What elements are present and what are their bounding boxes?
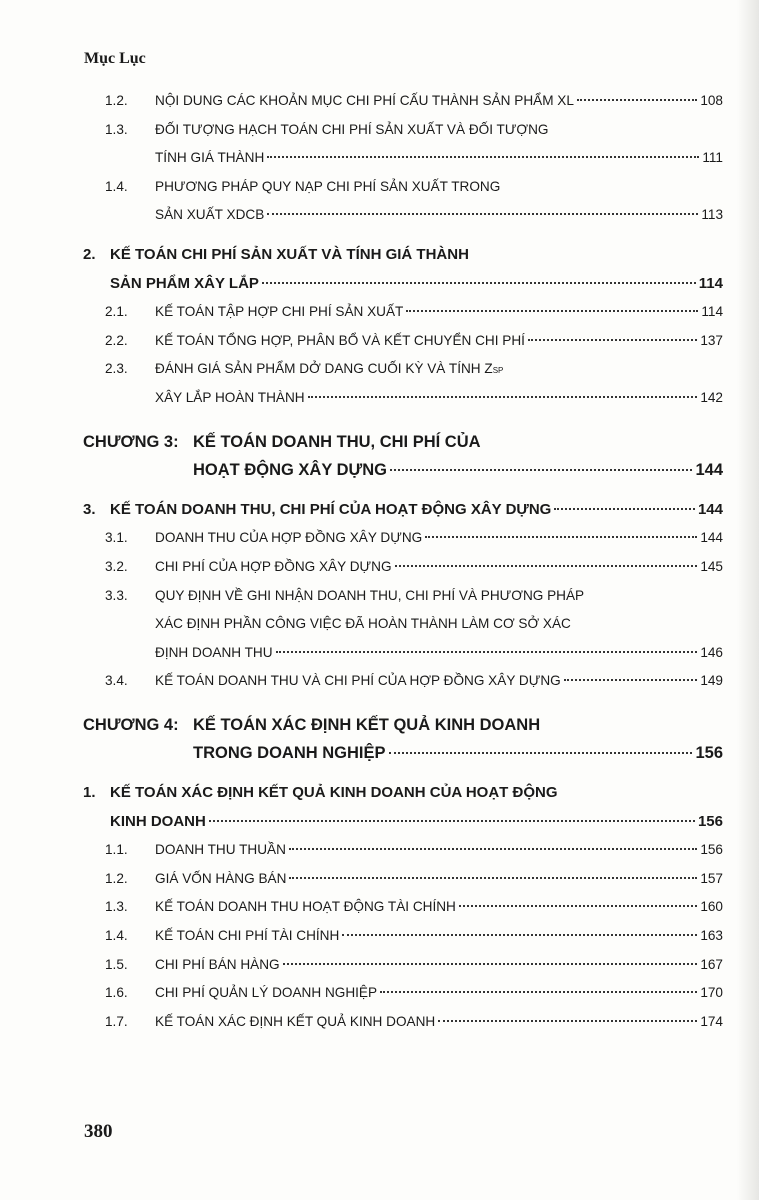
toc-line bbox=[83, 144, 723, 173]
toc-line bbox=[83, 779, 723, 808]
entry-page: 156 bbox=[700, 842, 723, 858]
entry-title: KẾ TOÁN TẬP HỢP CHI PHÍ SẢN XUẤT bbox=[155, 304, 404, 320]
entry-page: 113 bbox=[701, 207, 723, 223]
entry-title: GIÁ VỐN HÀNG BÁN bbox=[155, 870, 287, 886]
toc-line bbox=[83, 173, 723, 202]
entry-subscript: SP bbox=[492, 366, 504, 376]
entry-page: 144 bbox=[695, 461, 723, 480]
toc-line bbox=[83, 298, 723, 327]
entry-title: CHI PHÍ BÁN HÀNG bbox=[155, 956, 280, 972]
entry-title: ĐÁNH GIÁ SẢN PHẨM DỞ DANG CUỐI KỲ VÀ TÍNH Z bbox=[155, 361, 493, 377]
leader-dots bbox=[380, 991, 697, 993]
entry-number: 1.4. bbox=[105, 178, 128, 194]
entry-number: 1.2. bbox=[105, 93, 128, 108]
entry-page: 157 bbox=[700, 870, 723, 886]
entry-title: XÂY LẮP HOÀN THÀNH bbox=[155, 389, 305, 405]
subsection-entry bbox=[83, 865, 723, 894]
toc-line bbox=[83, 496, 723, 525]
leader-dots bbox=[342, 934, 697, 936]
entry-page: 156 bbox=[695, 744, 723, 763]
leader-dots bbox=[308, 396, 698, 398]
entry-title: KẾ TOÁN CHI PHÍ TÀI CHÍNH bbox=[155, 928, 340, 944]
toc-line bbox=[83, 711, 723, 740]
entry-number: 2.1. bbox=[105, 304, 128, 320]
toc-line bbox=[83, 428, 723, 457]
leader-dots bbox=[564, 679, 698, 681]
entry-title: KẾ TOÁN DOANH THU, CHI PHÍ CỦA HOẠT ĐỘNG XÂY DỰNG bbox=[110, 500, 552, 518]
entry-title: KẾ TOÁN TỔNG HỢP, PHÂN BỔ VÀ KẾT CHUYỂN CHI PHÍ bbox=[155, 332, 525, 348]
entry-number: 1.5. bbox=[105, 956, 128, 972]
entry-number: 2.2. bbox=[105, 332, 128, 348]
toc-line bbox=[83, 979, 723, 1008]
entry-title: NỘI DUNG CÁC KHOẢN MỤC CHI PHÍ CẤU THÀNH SẢN PHẨM XL bbox=[155, 93, 574, 108]
toc-line bbox=[83, 582, 723, 611]
entry-title: KẾ TOÁN DOANH THU, CHI PHÍ CỦA bbox=[193, 432, 481, 451]
leader-dots bbox=[209, 820, 695, 822]
subsection-entry bbox=[83, 87, 723, 116]
entry-number: CHƯƠNG 4: bbox=[83, 715, 179, 734]
leader-dots bbox=[554, 508, 695, 510]
entry-title: SẢN XUẤT XDCB bbox=[155, 207, 265, 223]
entry-page: 142 bbox=[700, 389, 723, 405]
subsection-entry bbox=[83, 1008, 723, 1037]
page-number: 380 bbox=[84, 1121, 113, 1142]
entry-title: PHƯƠNG PHÁP QUY NẠP CHI PHÍ SẢN XUẤT TRONG bbox=[155, 178, 501, 194]
toc-line bbox=[83, 1008, 723, 1037]
toc-line bbox=[83, 456, 723, 485]
leader-dots bbox=[406, 310, 698, 312]
entry-title: DOANH THU CỦA HỢP ĐỒNG XÂY DỰNG bbox=[155, 530, 423, 546]
entry-page: 111 bbox=[702, 150, 723, 166]
entry-number: 1. bbox=[83, 784, 96, 802]
toc-line bbox=[83, 667, 723, 696]
subsection-entry bbox=[83, 979, 723, 1008]
entry-page: 160 bbox=[700, 899, 723, 915]
entry-page: 145 bbox=[700, 558, 723, 574]
chapter-entry bbox=[83, 428, 723, 485]
toc-line bbox=[83, 87, 723, 116]
leader-dots bbox=[283, 963, 698, 965]
subsection-entry bbox=[83, 327, 723, 356]
entry-number: 1.6. bbox=[105, 985, 128, 1001]
leader-dots bbox=[577, 99, 697, 101]
entry-number: 2. bbox=[83, 245, 96, 263]
entry-page: 163 bbox=[700, 928, 723, 944]
toc-line bbox=[83, 808, 723, 837]
entry-number: 2.3. bbox=[105, 361, 128, 377]
leader-dots bbox=[395, 565, 698, 567]
subsection-entry bbox=[83, 893, 723, 922]
entry-number: 1.4. bbox=[105, 928, 128, 944]
toc-line bbox=[83, 327, 723, 356]
entry-title: KẾ TOÁN XÁC ĐỊNH KẾT QUẢ KINH DOANH bbox=[155, 1013, 436, 1029]
leader-dots bbox=[289, 848, 697, 850]
toc-line bbox=[83, 270, 723, 299]
entry-title: KẾ TOÁN XÁC ĐỊNH KẾT QUẢ KINH DOANH CỦA HOẠT ĐỘNG bbox=[110, 784, 558, 802]
entry-title: KẾ TOÁN DOANH THU VÀ CHI PHÍ CỦA HỢP ĐỒNG XÂY DỰNG bbox=[155, 673, 561, 689]
entry-title: KẾ TOÁN XÁC ĐỊNH KẾT QUẢ KINH DOANH bbox=[193, 715, 541, 734]
entry-page: 114 bbox=[701, 304, 723, 320]
leader-dots bbox=[262, 282, 696, 284]
page-edge-shadow bbox=[737, 0, 759, 1200]
section-entry bbox=[83, 779, 723, 836]
toc-line bbox=[83, 116, 723, 145]
subsection-entry bbox=[83, 836, 723, 865]
entry-page: 137 bbox=[700, 332, 723, 348]
entry-page: 149 bbox=[700, 673, 723, 689]
entry-number: 3.2. bbox=[105, 558, 128, 574]
entry-number: 1.2. bbox=[105, 870, 128, 886]
entry-title: ĐỐI TƯỢNG HẠCH TOÁN CHI PHÍ SẢN XUẤT VÀ ĐỐI TƯỢNG bbox=[155, 121, 549, 137]
leader-dots bbox=[267, 156, 699, 158]
toc-line bbox=[83, 836, 723, 865]
entry-number: 1.1. bbox=[105, 842, 128, 858]
chapter-entry bbox=[83, 711, 723, 768]
subsection-entry bbox=[83, 355, 723, 412]
subsection-entry bbox=[83, 922, 723, 951]
leader-dots bbox=[528, 339, 697, 341]
entry-title: QUY ĐỊNH VỀ GHI NHẬN DOANH THU, CHI PHÍ VÀ PHƯƠNG PHÁP bbox=[155, 587, 585, 603]
toc-line bbox=[83, 865, 723, 894]
subsection-entry bbox=[83, 667, 723, 696]
entry-number: CHƯƠNG 3: bbox=[83, 432, 179, 451]
subsection-entry bbox=[83, 116, 723, 173]
toc-line bbox=[83, 241, 723, 270]
entry-number: 3.1. bbox=[105, 530, 128, 546]
section-entry bbox=[83, 496, 723, 525]
entry-page: 156 bbox=[697, 812, 723, 830]
entry-number: 3.3. bbox=[105, 587, 128, 603]
entry-number: 1.7. bbox=[105, 1013, 128, 1029]
entry-title: KẾ TOÁN CHI PHÍ SẢN XUẤT VÀ TÍNH GIÁ THÀNH bbox=[110, 245, 469, 263]
toc-line bbox=[83, 553, 723, 582]
toc-line bbox=[83, 201, 723, 230]
entry-title: XÁC ĐỊNH PHẦN CÔNG VIỆC ĐÃ HOÀN THÀNH LÀM CƠ SỞ XÁC bbox=[155, 616, 571, 632]
toc-line bbox=[83, 739, 723, 768]
entry-title: ĐỊNH DOANH THU bbox=[155, 644, 273, 660]
leader-dots bbox=[425, 536, 697, 538]
entry-title: KẾ TOÁN DOANH THU HOẠT ĐỘNG TÀI CHÍNH bbox=[155, 899, 456, 915]
entry-title: KINH DOANH bbox=[110, 812, 206, 830]
toc-line bbox=[83, 355, 723, 384]
entry-number: 3. bbox=[83, 500, 96, 518]
toc-line bbox=[83, 384, 723, 413]
toc-line bbox=[83, 524, 723, 553]
entry-title: TÍNH GIÁ THÀNH bbox=[155, 150, 265, 166]
entry-number: 1.3. bbox=[105, 899, 128, 915]
entry-page: 170 bbox=[700, 985, 723, 1001]
entry-page: 108 bbox=[700, 93, 723, 108]
entry-title: DOANH THU THUẦN bbox=[155, 842, 286, 858]
subsection-entry bbox=[83, 173, 723, 230]
leader-dots bbox=[267, 213, 698, 215]
toc-line bbox=[83, 893, 723, 922]
toc-line bbox=[83, 951, 723, 980]
subsection-entry bbox=[83, 582, 723, 668]
subsection-entry bbox=[83, 553, 723, 582]
subsection-entry bbox=[83, 951, 723, 980]
leader-dots bbox=[459, 905, 697, 907]
subsection-entry bbox=[83, 524, 723, 553]
entry-number: 3.4. bbox=[105, 673, 128, 689]
toc-line bbox=[83, 922, 723, 951]
leader-dots bbox=[389, 752, 693, 754]
subsection-entry bbox=[83, 298, 723, 327]
entry-page: 114 bbox=[698, 274, 723, 292]
leader-dots bbox=[390, 469, 692, 471]
toc-line bbox=[83, 610, 723, 639]
leader-dots bbox=[276, 651, 698, 653]
leader-dots bbox=[438, 1020, 697, 1022]
entry-page: 146 bbox=[700, 644, 723, 660]
entry-page: 144 bbox=[700, 530, 723, 546]
entry-page: 174 bbox=[700, 1013, 723, 1029]
entry-title: CHI PHÍ QUẢN LÝ DOANH NGHIỆP bbox=[155, 985, 378, 1001]
table-of-contents bbox=[83, 87, 723, 1036]
entry-title: CHI PHÍ CỦA HỢP ĐỒNG XÂY DỰNG bbox=[155, 558, 392, 574]
entry-page: 167 bbox=[700, 956, 723, 972]
leader-dots bbox=[289, 877, 697, 879]
section-entry bbox=[83, 241, 723, 298]
entry-title: TRONG DOANH NGHIỆP bbox=[193, 744, 386, 763]
toc-line bbox=[83, 639, 723, 668]
entry-page: 144 bbox=[697, 500, 723, 518]
entry-title: HOẠT ĐỘNG XÂY DỰNG bbox=[193, 461, 387, 480]
entry-title: SẢN PHẨM XÂY LẮP bbox=[110, 274, 259, 292]
entry-number: 1.3. bbox=[105, 121, 128, 137]
running-header: Mục Lục bbox=[84, 50, 146, 67]
